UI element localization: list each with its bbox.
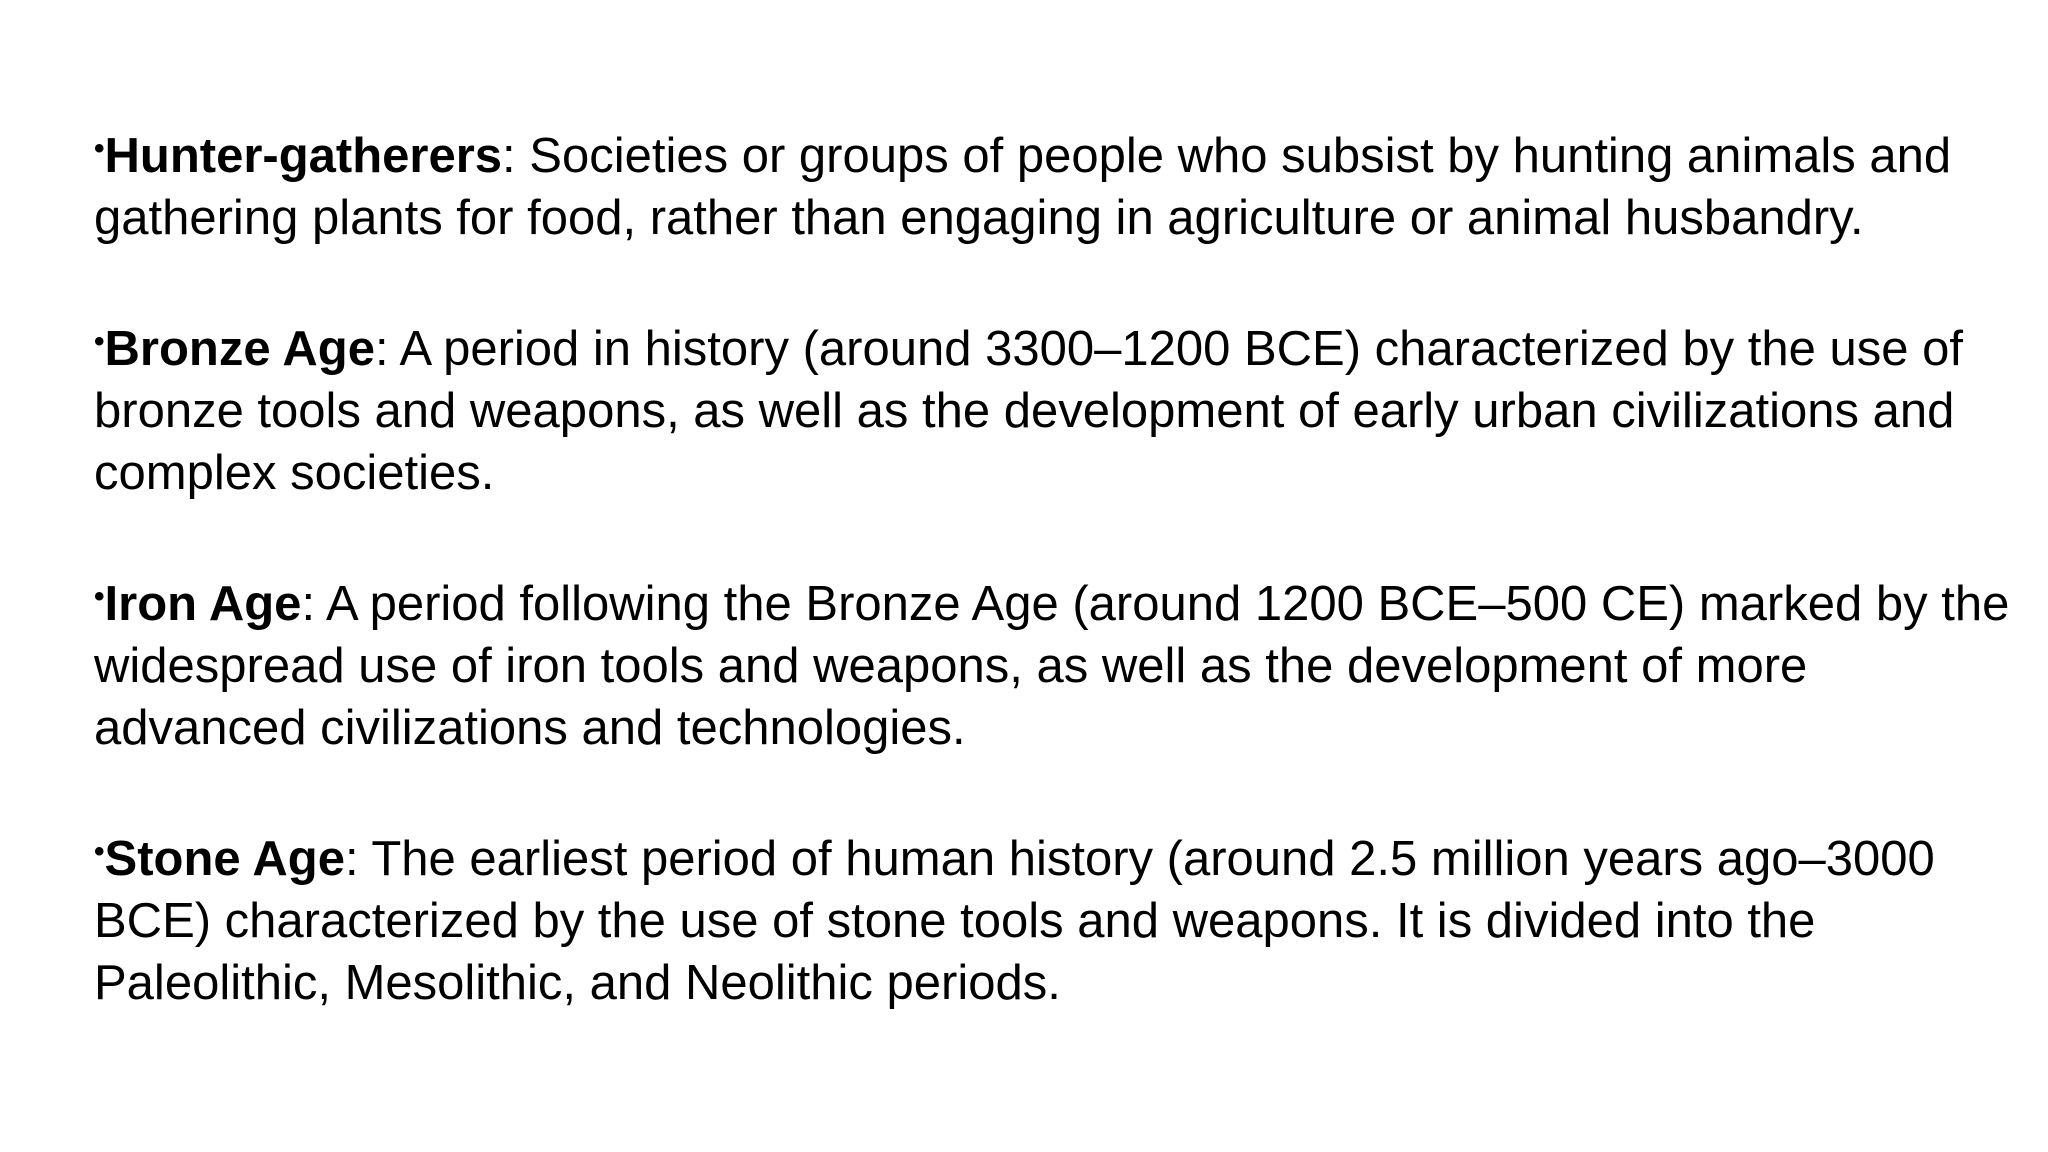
definition-text: The earliest period of human history (around 2.5 million years ago–3000 BCE) characterized by the use of stone tools and weapons. It is divided into the Paleolithic, Mesolithic, and Neolithic periods. — [94, 832, 1935, 1010]
definition-text: Societies or groups of people who subsist by hunting animals and gathering plants for food, rather than engaging in agriculture or animal husbandry. — [94, 129, 1952, 245]
term-separator: : — [374, 322, 389, 376]
term-hunter-gatherers: Hunter-gatherers — [104, 129, 503, 183]
term-bronze-age: Bronze Age — [104, 322, 375, 376]
definition-list — [94, 118, 2029, 1076]
term-separator: : — [301, 577, 316, 631]
term-separator: : — [345, 832, 359, 886]
definition-iron-age — [94, 566, 2029, 759]
definition-text: A period following the Bronze Age (around 1200 BCE–500 CE) marked by the widespread use of iron tools and weapons, as well as the development of more advanced civilizations and technologies. — [94, 577, 2010, 755]
definition-bronze-age — [94, 311, 2029, 504]
definition-stone-age — [94, 821, 2029, 1014]
term-separator: : — [502, 129, 516, 183]
term-stone-age: Stone Age — [104, 832, 345, 886]
bullet: • — [94, 580, 105, 613]
bullet: • — [94, 835, 105, 868]
definition-hunter-gatherers — [94, 118, 2029, 249]
term-iron-age: Iron Age — [104, 577, 302, 631]
bullet: • — [94, 325, 105, 358]
bullet: • — [94, 132, 105, 165]
definition-text: A period in history (around 3300–1200 BCE) characterized by the use of bronze tools and weapons, as well as the development of early urban civilizations and complex societies. — [94, 322, 1963, 500]
